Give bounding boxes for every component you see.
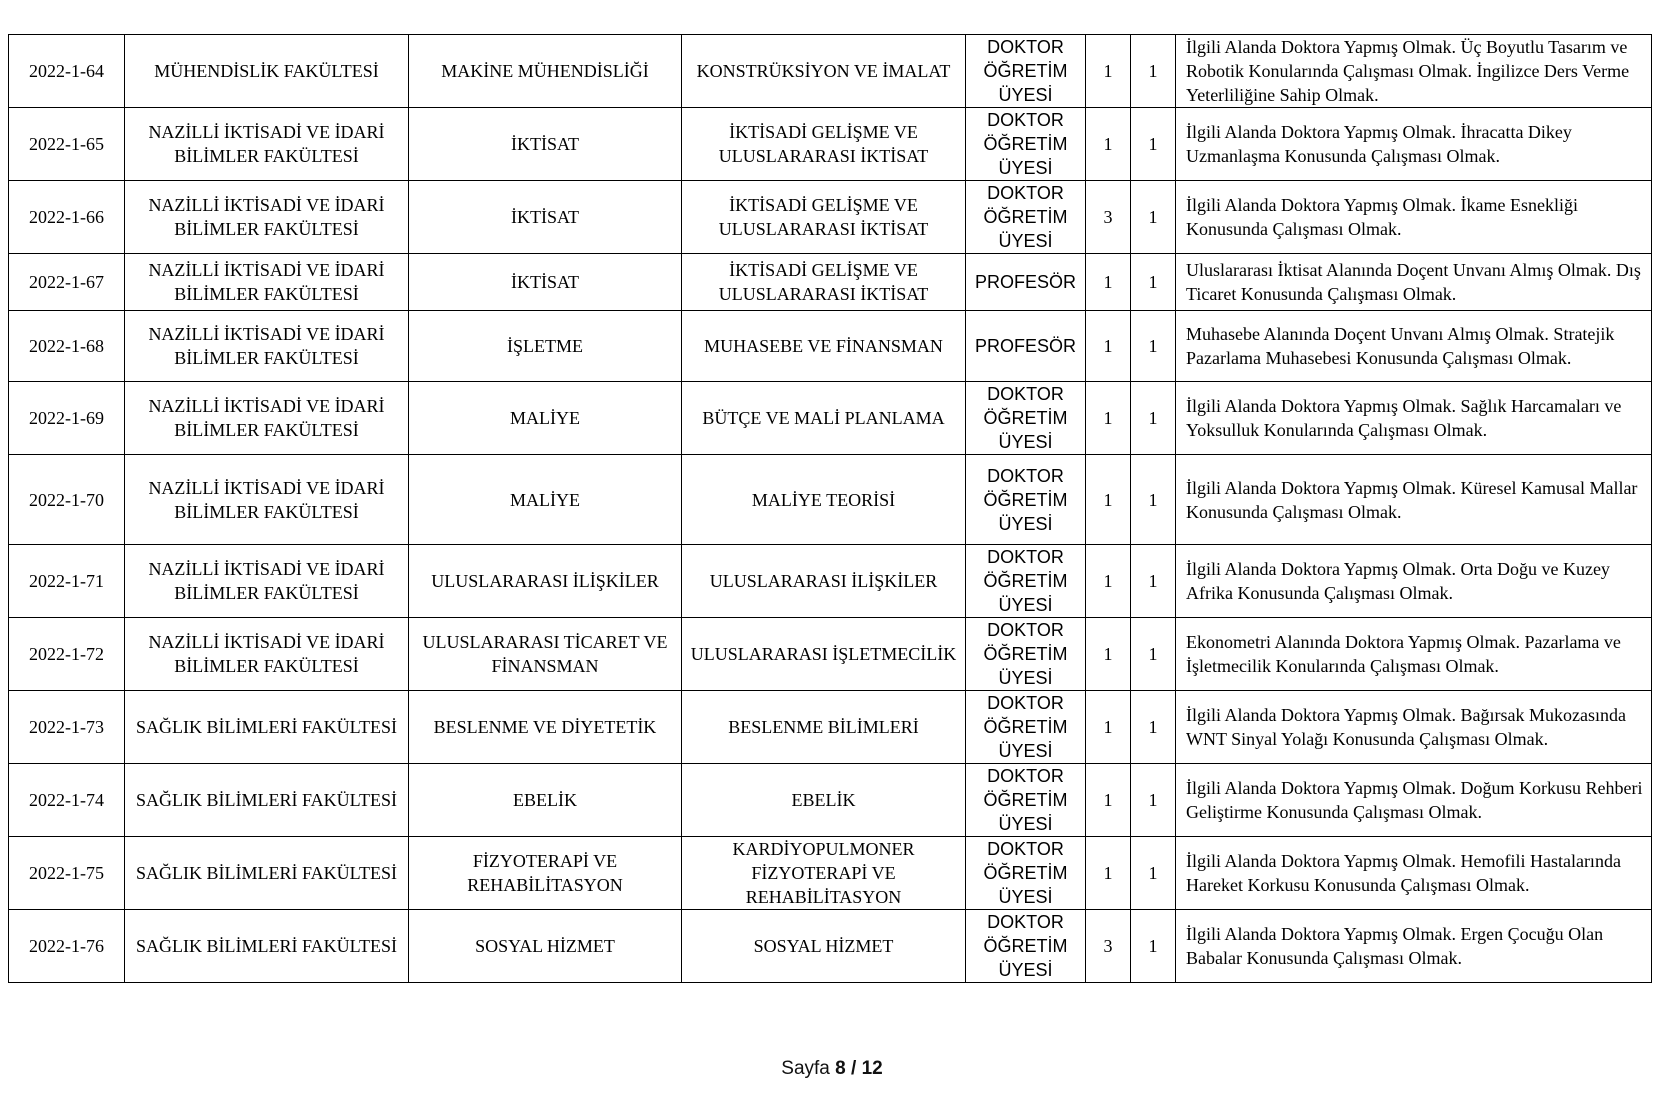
department-name: İKTİSAT: [409, 181, 682, 254]
table-row: [9, 455, 1652, 545]
listing-id: 2022-1-64: [9, 35, 125, 108]
academic-title: DOKTOR ÖĞRETİM ÜYESİ: [966, 455, 1086, 545]
department-name: BESLENME VE DİYETETİK: [409, 691, 682, 764]
discipline-name: KARDİYOPULMONER FİZYOTERAPİ VE REHABİLİTASYON: [682, 837, 966, 910]
degree-level: 1: [1131, 618, 1176, 691]
requirements-text: İlgili Alanda Doktora Yapmış Olmak. Doğum Korkusu Rehberi Geliştirme Konusunda Çalışması Olmak.: [1176, 764, 1652, 837]
requirements-text: İlgili Alanda Doktora Yapmış Olmak. Ergen Çocuğu Olan Babalar Konusunda Çalışması Olmak.: [1176, 910, 1652, 983]
position-count: 3: [1086, 181, 1131, 254]
requirements-text: İlgili Alanda Doktora Yapmış Olmak. Bağırsak Mukozasında WNT Sinyal Yolağı Konusunda Çalışması Olmak.: [1176, 691, 1652, 764]
table-row: [9, 382, 1652, 455]
faculty-name: NAZİLLİ İKTİSADİ VE İDARİ BİLİMLER FAKÜLTESİ: [125, 254, 409, 311]
department-name: İŞLETME: [409, 311, 682, 382]
table-row: [9, 618, 1652, 691]
position-count: 1: [1086, 382, 1131, 455]
academic-title: DOKTOR ÖĞRETİM ÜYESİ: [966, 618, 1086, 691]
position-count: 1: [1086, 691, 1131, 764]
listing-id: 2022-1-67: [9, 254, 125, 311]
degree-level: 1: [1131, 311, 1176, 382]
table-row: [9, 181, 1652, 254]
discipline-name: BESLENME BİLİMLERİ: [682, 691, 966, 764]
department-name: MAKİNE MÜHENDİSLİĞİ: [409, 35, 682, 108]
academic-title: DOKTOR ÖĞRETİM ÜYESİ: [966, 545, 1086, 618]
listing-id: 2022-1-66: [9, 181, 125, 254]
position-count: 1: [1086, 837, 1131, 910]
page-label: Sayfa: [781, 1058, 830, 1079]
position-count: 1: [1086, 108, 1131, 181]
discipline-name: ULUSLARARASI İLİŞKİLER: [682, 545, 966, 618]
position-count: 3: [1086, 910, 1131, 983]
academic-title: DOKTOR ÖĞRETİM ÜYESİ: [966, 691, 1086, 764]
academic-title: DOKTOR ÖĞRETİM ÜYESİ: [966, 910, 1086, 983]
degree-level: 1: [1131, 254, 1176, 311]
discipline-name: İKTİSADİ GELİŞME VE ULUSLARARASI İKTİSAT: [682, 181, 966, 254]
position-count: 1: [1086, 35, 1131, 108]
listing-id: 2022-1-70: [9, 455, 125, 545]
table-row: [9, 691, 1652, 764]
requirements-text: İlgili Alanda Doktora Yapmış Olmak. Hemofili Hastalarında Hareket Korkusu Konusunda Çalışması Olmak.: [1176, 837, 1652, 910]
listing-id: 2022-1-68: [9, 311, 125, 382]
discipline-name: İKTİSADİ GELİŞME VE ULUSLARARASI İKTİSAT: [682, 108, 966, 181]
discipline-name: SOSYAL HİZMET: [682, 910, 966, 983]
degree-level: 1: [1131, 108, 1176, 181]
table-row: [9, 837, 1652, 910]
listing-id: 2022-1-76: [9, 910, 125, 983]
requirements-text: İlgili Alanda Doktora Yapmış Olmak. Küresel Kamusal Mallar Konusunda Çalışması Olmak.: [1176, 455, 1652, 545]
academic-title: DOKTOR ÖĞRETİM ÜYESİ: [966, 35, 1086, 108]
position-count: 1: [1086, 254, 1131, 311]
faculty-name: SAĞLIK BİLİMLERİ FAKÜLTESİ: [125, 764, 409, 837]
discipline-name: KONSTRÜKSİYON VE İMALAT: [682, 35, 966, 108]
listing-id: 2022-1-65: [9, 108, 125, 181]
academic-title: DOKTOR ÖĞRETİM ÜYESİ: [966, 382, 1086, 455]
table-row: [9, 764, 1652, 837]
degree-level: 1: [1131, 382, 1176, 455]
position-count: 1: [1086, 618, 1131, 691]
academic-title: PROFESÖR: [966, 311, 1086, 382]
page-separator: /: [851, 1058, 857, 1079]
requirements-text: Ekonometri Alanında Doktora Yapmış Olmak. Pazarlama ve İşletmecilik Konularında Çalışması Olmak.: [1176, 618, 1652, 691]
department-name: MALİYE: [409, 455, 682, 545]
requirements-text: Muhasebe Alanında Doçent Unvanı Almış Olmak. Stratejik Pazarlama Muhasebesi Konusunda Çalışması Olmak.: [1176, 311, 1652, 382]
faculty-name: NAZİLLİ İKTİSADİ VE İDARİ BİLİMLER FAKÜLTESİ: [125, 382, 409, 455]
listing-id: 2022-1-72: [9, 618, 125, 691]
academic-title: DOKTOR ÖĞRETİM ÜYESİ: [966, 181, 1086, 254]
requirements-text: İlgili Alanda Doktora Yapmış Olmak. İhracatta Dikey Uzmanlaşma Konusunda Çalışması Olmak.: [1176, 108, 1652, 181]
faculty-name: SAĞLIK BİLİMLERİ FAKÜLTESİ: [125, 910, 409, 983]
department-name: MALİYE: [409, 382, 682, 455]
discipline-name: MUHASEBE VE FİNANSMAN: [682, 311, 966, 382]
department-name: ULUSLARARASI TİCARET VE FİNANSMAN: [409, 618, 682, 691]
listing-id: 2022-1-69: [9, 382, 125, 455]
department-name: İKTİSAT: [409, 254, 682, 311]
faculty-name: NAZİLLİ İKTİSADİ VE İDARİ BİLİMLER FAKÜLTESİ: [125, 455, 409, 545]
requirements-text: İlgili Alanda Doktora Yapmış Olmak. Orta Doğu ve Kuzey Afrika Konusunda Çalışması Olmak.: [1176, 545, 1652, 618]
discipline-name: EBELİK: [682, 764, 966, 837]
page-footer: [0, 1058, 1664, 1080]
academic-title: DOKTOR ÖĞRETİM ÜYESİ: [966, 764, 1086, 837]
faculty-name: SAĞLIK BİLİMLERİ FAKÜLTESİ: [125, 691, 409, 764]
table-row: [9, 254, 1652, 311]
requirements-text: Uluslararası İktisat Alanında Doçent Unvanı Almış Olmak. Dış Ticaret Konusunda Çalışması Olmak.: [1176, 254, 1652, 311]
department-name: ULUSLARARASI İLİŞKİLER: [409, 545, 682, 618]
degree-level: 1: [1131, 181, 1176, 254]
requirements-text: İlgili Alanda Doktora Yapmış Olmak. Sağlık Harcamaları ve Yoksulluk Konularında Çalışması Olmak.: [1176, 382, 1652, 455]
degree-level: 1: [1131, 35, 1176, 108]
faculty-name: NAZİLLİ İKTİSADİ VE İDARİ BİLİMLER FAKÜLTESİ: [125, 108, 409, 181]
listing-id: 2022-1-73: [9, 691, 125, 764]
table-body: [9, 35, 1652, 983]
faculty-name: NAZİLLİ İKTİSADİ VE İDARİ BİLİMLER FAKÜLTESİ: [125, 311, 409, 382]
table-row: [9, 545, 1652, 618]
degree-level: 1: [1131, 910, 1176, 983]
faculty-name: SAĞLIK BİLİMLERİ FAKÜLTESİ: [125, 837, 409, 910]
discipline-name: İKTİSADİ GELİŞME VE ULUSLARARASI İKTİSAT: [682, 254, 966, 311]
degree-level: 1: [1131, 545, 1176, 618]
table-row: [9, 35, 1652, 108]
degree-level: 1: [1131, 455, 1176, 545]
department-name: FİZYOTERAPİ VE REHABİLİTASYON: [409, 837, 682, 910]
table-row: [9, 910, 1652, 983]
faculty-name: NAZİLLİ İKTİSADİ VE İDARİ BİLİMLER FAKÜLTESİ: [125, 545, 409, 618]
academic-title: PROFESÖR: [966, 254, 1086, 311]
position-count: 1: [1086, 311, 1131, 382]
degree-level: 1: [1131, 837, 1176, 910]
position-count: 1: [1086, 455, 1131, 545]
page-total: 12: [861, 1058, 883, 1079]
positions-table: [8, 34, 1652, 983]
discipline-name: ULUSLARARASI İŞLETMECİLİK: [682, 618, 966, 691]
faculty-name: MÜHENDİSLİK FAKÜLTESİ: [125, 35, 409, 108]
degree-level: 1: [1131, 691, 1176, 764]
table-row: [9, 108, 1652, 181]
listing-id: 2022-1-75: [9, 837, 125, 910]
faculty-name: NAZİLLİ İKTİSADİ VE İDARİ BİLİMLER FAKÜLTESİ: [125, 618, 409, 691]
academic-title: DOKTOR ÖĞRETİM ÜYESİ: [966, 108, 1086, 181]
degree-level: 1: [1131, 764, 1176, 837]
department-name: EBELİK: [409, 764, 682, 837]
department-name: SOSYAL HİZMET: [409, 910, 682, 983]
discipline-name: MALİYE TEORİSİ: [682, 455, 966, 545]
table-row: [9, 311, 1652, 382]
position-count: 1: [1086, 764, 1131, 837]
page-current: 8: [835, 1058, 846, 1079]
position-count: 1: [1086, 545, 1131, 618]
requirements-text: İlgili Alanda Doktora Yapmış Olmak. Üç Boyutlu Tasarım ve Robotik Konularında Çalışması Olmak. İngilizce Ders Verme Yeterliliğine Sahip Olmak.: [1176, 35, 1652, 108]
listing-id: 2022-1-74: [9, 764, 125, 837]
requirements-text: İlgili Alanda Doktora Yapmış Olmak. İkame Esnekliği Konusunda Çalışması Olmak.: [1176, 181, 1652, 254]
discipline-name: BÜTÇE VE MALİ PLANLAMA: [682, 382, 966, 455]
academic-title: DOKTOR ÖĞRETİM ÜYESİ: [966, 837, 1086, 910]
faculty-name: NAZİLLİ İKTİSADİ VE İDARİ BİLİMLER FAKÜLTESİ: [125, 181, 409, 254]
listing-id: 2022-1-71: [9, 545, 125, 618]
department-name: İKTİSAT: [409, 108, 682, 181]
